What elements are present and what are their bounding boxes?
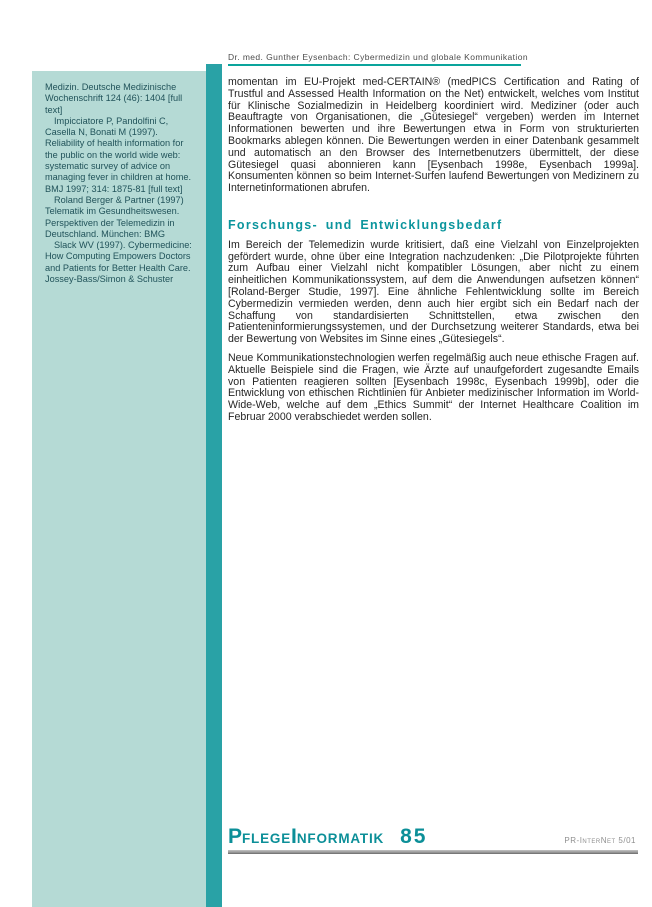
footer-rule bbox=[228, 850, 638, 854]
reference-item: Impicciatore P, Pandolfini C, Casella N, Bonati M (1997). Reliability of health information for the public on the world wide web: systematic survey of advice on managing fever in children at home. BMJ 1997; 314: 1875-81 [full text] bbox=[45, 115, 192, 194]
body-paragraph: Im Bereich der Telemedizin wurde kritisiert, daß eine Vielzahl von Einzelprojekten gefördert wurde, ohne über eine Integration nachzudenken: „Die Pilotprojekte führten zum Aufbau einer Vielzahl nicht kompatibler Lösungen, aber nicht zu einem einheitlichen Kommunikationssystem, auf dem die Anwendungen aufsetzen können“ [Roland-Berger Studie, 1997]. Eine ähnliche Fehlentwicklung sollte im Bereich Cybermedizin vermieden werden, denn auch hier ergibt sich ein Bedarf nach der Schaffung von standardisierten Schnittstellen, etwa zwischen den Patienteninformierungssystemen, und der Durchsetzung weiterer Standards, etwa bei der Bewertung von Websites im Sinne eines „Gütesiegels“. bbox=[228, 238, 639, 346]
header-underline-rule bbox=[228, 64, 521, 66]
brand-text: FLEGE bbox=[242, 831, 292, 846]
brand-initial: P bbox=[228, 825, 243, 848]
references-sidebar bbox=[32, 71, 206, 907]
sidebar-accent-stripe bbox=[206, 64, 222, 907]
body-paragraph: momentan im EU-Projekt med-CERTAIN® (medPICS Certification and Rating of Trustful and Assessed Health Information on the Net) entwickelt, welches vom Institut für Klinische Sozialmedizin in Heidelberg koordiniert wird. Mediziner (oder auch Beauftragte von Organisationen, die „Gütesiegel“ vergeben) werden im Internet Informationen bewerten und ihre Bewertungen etwa in Form von strukturierten Bookmarks ablegen können. Die Bewertungen werden in einer Datenbank gesammelt und automatisch an den Browser des Internetbenutzers übermittelt, der diese Gütesiegel quasi abonnieren kann [Eysenbach 1998e, Eysenbach 1999a]. Konsumenten können so beim Internet-Surfen laufend Bewertungen von Medizinern zu Internetinformationen abrufen. bbox=[228, 76, 639, 195]
article-body bbox=[228, 77, 639, 424]
body-paragraph: Neue Kommunikationstechnologien werfen regelmäßig auch neue ethische Fragen auf. Aktuelle Beispiele sind die Fragen, wie Ärzte auf unaufgefordert zugesandte Emails von Patienten reagieren sollten [Eysenbach 1998c, Eysenbach 1999b], oder die Entwicklung von ethischen Richtlinien für Anbieter medizinischer Information im World-Wide-Web, welche auf dem „Ethics Summit“ der Internet Healthcare Coalition im Februar 2000 verabschiedet werden sollen. bbox=[228, 351, 639, 423]
journal-section-title bbox=[228, 825, 427, 849]
reference-item: Slack WV (1997). Cybermedicine: How Computing Empowers Doctors and Patients for Better Health Care. Jossey-Bass/Simon & Schuster bbox=[45, 240, 192, 285]
section-heading: Forschungs- und Entwicklungsbedarf bbox=[228, 217, 503, 232]
brand-text: NFORMATIK bbox=[296, 831, 385, 846]
brand-initial: I bbox=[291, 825, 297, 848]
running-header bbox=[228, 52, 638, 62]
running-header-text: Dr. med. Gunther Eysenbach: Cybermedizin und globale Kommunikation bbox=[228, 52, 528, 62]
reference-item: Roland Berger & Partner (1997) Telematik im Gesundheitswesen. Perspektiven der Telemedizin in Deutschland. München: BMG bbox=[45, 194, 184, 239]
page-number: 85 bbox=[400, 825, 428, 848]
reference-item: Medizin. Deutsche Medizinische Wochenschrift 124 (46): 1404 [full text] bbox=[45, 82, 183, 115]
issue-label: PR-InterNet 5/01 bbox=[564, 836, 636, 845]
